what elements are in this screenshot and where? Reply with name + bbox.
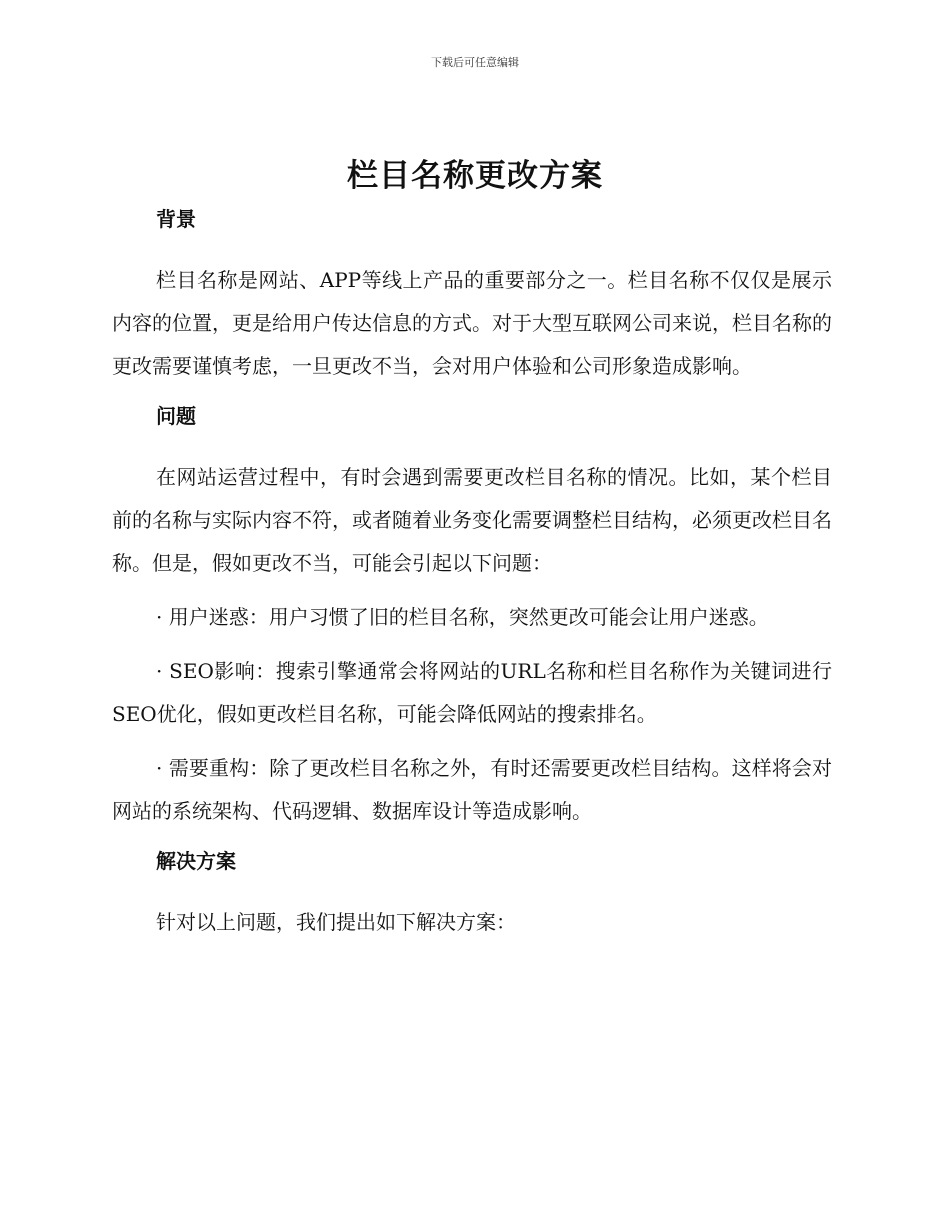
section-heading-background: 背景 [156,207,196,231]
problem-paragraph: 在网站运营过程中，有时会遇到需要更改栏目名称的情况。比如，某个栏目前的名称与实际内容不符，或者随着业务变化需要调整栏目结构，必须更改栏目名称。但是，假如更改不当，可能会引起以下问题： [112,465,832,575]
document-title: 栏目名称更改方案 [347,158,603,194]
background-paragraph: 栏目名称是网站、APP等线上产品的重要部分之一。栏目名称不仅仅是展示内容的位置，更是给用户传达信息的方式。对于大型互联网公司来说，栏目名称的更改需要谨慎考虑，一旦更改不当，会对用户体验和公司形象造成影响。 [112,268,832,378]
bullet-seo-impact: · SEO影响：搜索引擎通常会将网站的URL名称和栏目名称作为关键词进行SEO优化，假如更改栏目名称，可能会降低网站的搜索排名。 [112,659,832,726]
bullet-restructure: · 需要重构：除了更改栏目名称之外，有时还需要更改栏目结构。这样将会对网站的系统架构、代码逻辑、数据库设计等造成影响。 [112,756,832,823]
document-body [112,203,832,955]
section-heading-solution: 解决方案 [156,849,236,873]
section-heading-problem: 问题 [156,404,196,428]
header-note: 下载后可任意编辑 [431,56,519,69]
bullet-user-confusion: · 用户迷惑：用户习惯了旧的栏目名称，突然更改可能会让用户迷惑。 [156,605,769,629]
solution-paragraph: 针对以上问题，我们提出如下解决方案： [156,910,516,934]
